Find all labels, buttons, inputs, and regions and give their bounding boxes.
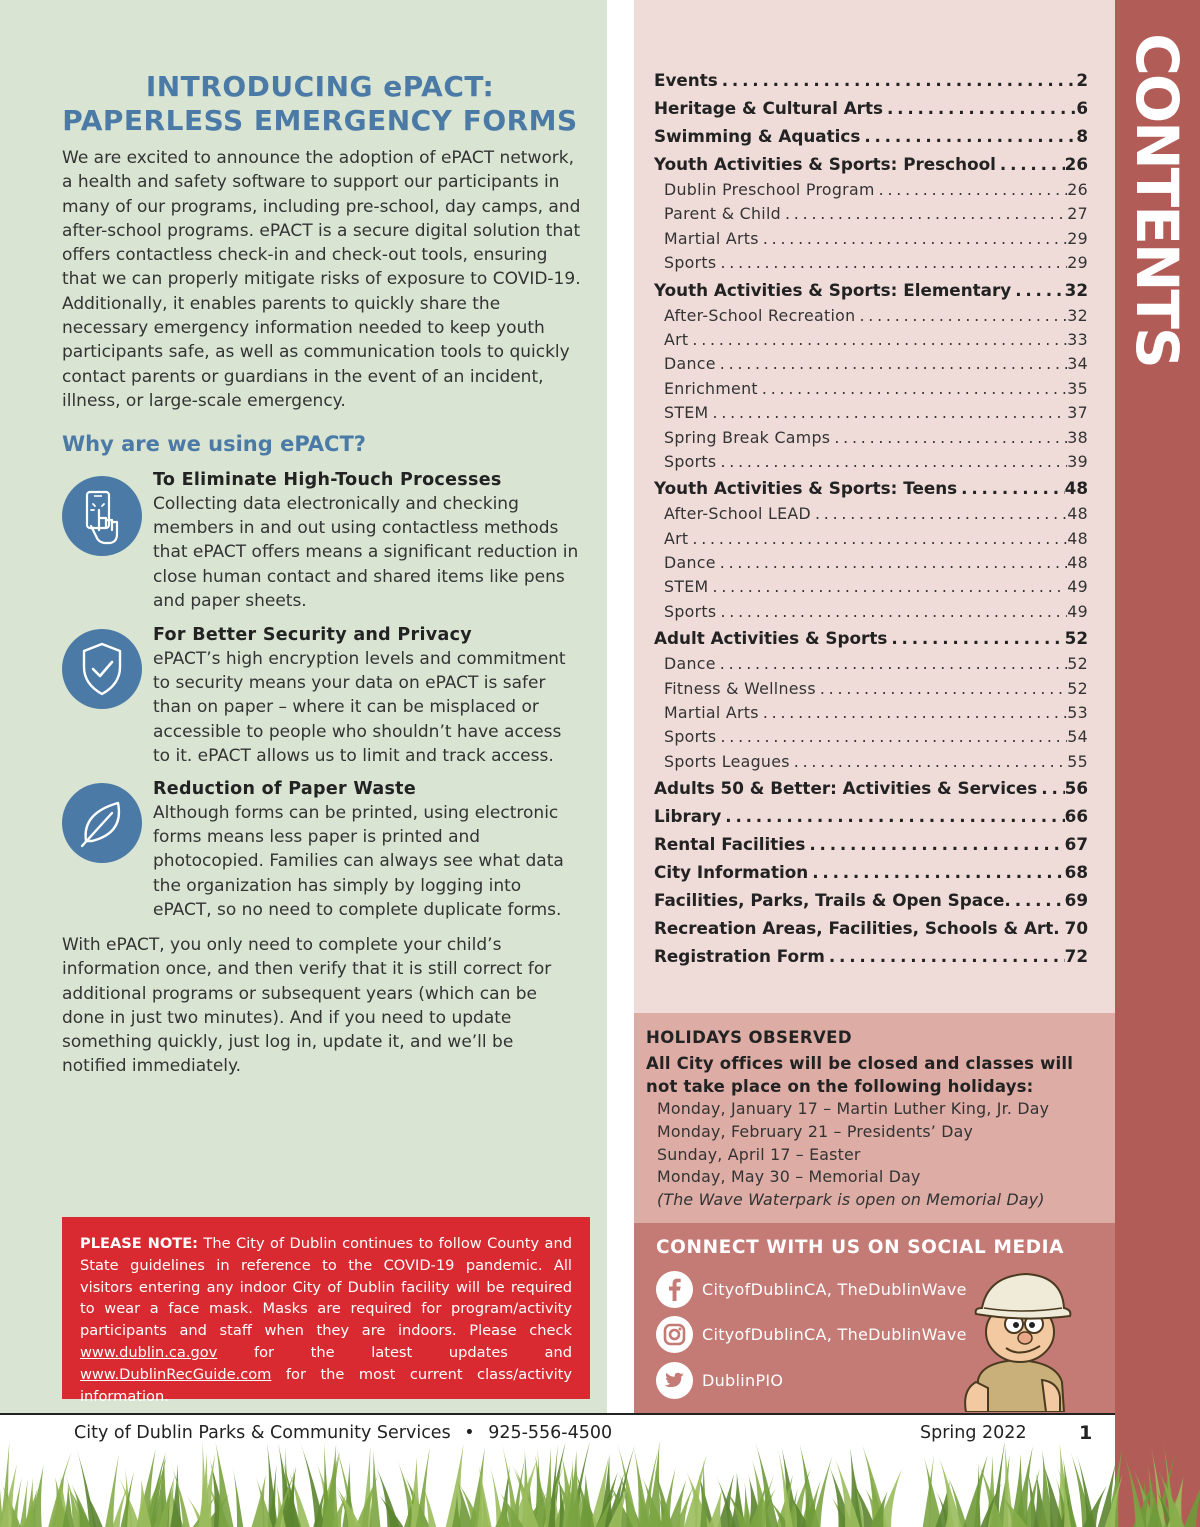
toc-leader-dots [716,352,1068,376]
toc-page-number: 48 [1067,528,1088,548]
toc-leader-dots [790,750,1068,774]
toc-label: Events [654,70,718,90]
toc-page-number: 56 [1064,778,1088,799]
toc-leader-dots [811,502,1067,526]
holidays-list [646,1098,1103,1212]
column-gap [607,0,634,1413]
toc-leader-dots [716,450,1067,474]
toc-label: Spring Break Camps [664,427,831,447]
toc-label: Library [654,806,722,827]
toc-page-number: 55 [1067,751,1088,771]
toc-leader-dots [855,304,1067,328]
toc-leader-dots [716,551,1068,575]
toc-leader-dots [887,624,1064,652]
toc-subsection[interactable] [654,251,1088,275]
note-text: for the latest updates and [217,1343,572,1361]
toc-page-number: 29 [1067,253,1088,273]
toc-label: STEM [664,403,709,423]
dublin-website-link[interactable]: www.dublin.ca.gov [80,1343,218,1361]
toc-page-number: 26 [1064,154,1088,174]
toc-label: Sports [664,727,717,747]
explorer-mascot-illustration [948,1262,1088,1412]
toc-label: Fitness & Wellness [664,678,816,698]
toc-page-number: 67 [1064,834,1088,855]
table-of-contents [654,66,1088,970]
toc-subsection[interactable] [654,502,1088,526]
toc-leader-dots [830,426,1067,450]
toc-subsection[interactable] [654,202,1088,226]
toc-label: Sports [664,253,717,273]
holiday-item: Monday, January 17 – Martin Luther King, Jr. Day [657,1099,1050,1118]
toc-section[interactable] [654,802,1088,830]
toc-page-number: 53 [1067,703,1088,723]
toc-page-number: 72 [1064,946,1088,967]
holiday-item: Sunday, April 17 – Easter [657,1144,861,1164]
toc-section[interactable] [654,624,1088,652]
toc-page-number: 29 [1067,228,1088,248]
social-row-facebook[interactable] [656,1271,967,1308]
toc-page-number: 48 [1064,478,1088,499]
feature-text: Collecting data electronically and checking members in and out using contactless methods that ePACT offers means a significant reduction in close human contact and shared items like pens and paper sheets. [153,494,579,611]
contents-sidebar-title [1115,0,1200,367]
toc-leader-dots [808,858,1064,886]
toc-label: Facilities, Parks, Trails & Open Space. [654,890,1011,911]
note-text: The City of Dublin continues to follow County and State guidelines in reference to the COVID-19 pandemic. All visitors entering any indoor City of Dublin facility will be required to wear a face mask. Masks are required for program/activity participants and staff when they are indoors. Please check [80,1235,572,1340]
toc-page-number: 27 [1067,204,1088,224]
social-heading: CONNECT WITH US ON SOCIAL MEDIA [656,1237,1065,1258]
sidebar-title-text: CONTENTS [1123,33,1191,367]
toc-label: Martial Arts [664,228,759,248]
grass-decoration [0,1440,1200,1527]
toc-leader-dots [1037,774,1064,802]
toc-page-number: 39 [1067,451,1088,471]
facebook-icon [656,1271,693,1308]
toc-subsection[interactable] [654,575,1088,599]
holiday-note: (The Wave Waterpark is open on Memorial Day) [657,1190,1045,1210]
toc-page-number: 32 [1067,305,1088,325]
intro-title-line1: INTRODUCING ePACT: [145,70,495,103]
toc-section[interactable] [654,94,1088,122]
toc-leader-dots [805,830,1064,858]
toc-label: Art [664,528,689,548]
touch-phone-icon [62,476,142,556]
please-note-box [62,1217,590,1405]
toc-page-number: 26 [1067,180,1088,199]
toc-leader-dots [721,802,1064,830]
toc-subsection[interactable] [654,677,1088,701]
intro-outro: With ePACT, you only need to complete your child’s information once, and then verify that it is still correct for additional programs or subsequent years (which can be done in just two minutes). And if you need to update something quickly, just log in, update it, and we’ll be notified immediately. [62,935,552,1077]
toc-leader-dots [1011,276,1064,304]
toc-page-number: 48 [1067,504,1088,524]
toc-label: Parent & Child [664,204,781,224]
toc-subsection[interactable] [654,352,1088,376]
toc-page-number: 70 [1064,918,1088,939]
toc-subsection[interactable] [654,401,1088,425]
toc-label: STEM [664,577,709,597]
toc-leader-dots [718,66,1077,94]
holiday-item: Monday, May 30 – Memorial Day [657,1167,921,1187]
feature-title: Reduction of Paper Waste [153,779,416,799]
toc-label: Dance [664,654,716,674]
note-text: for the most current class/activity information. [80,1365,572,1405]
toc-label: Rental Facilities [654,834,806,855]
toc-leader-dots [759,701,1067,725]
toc-subsection[interactable] [654,304,1088,328]
toc-leader-dots [716,725,1067,749]
toc-page-number: 2 [1076,70,1088,90]
toc-page-number: 69 [1064,890,1088,911]
holidays-box [634,1013,1115,1223]
toc-page-number: 8 [1076,126,1088,146]
instagram-handle: CityofDublinCA, TheDublinWave [702,1325,967,1344]
twitter-handle: DublinPIO [702,1371,784,1390]
toc-page-number: 49 [1067,577,1088,597]
toc-label: Art [664,329,689,349]
toc-page-number: 35 [1067,378,1088,398]
toc-label: After-School Recreation [664,305,856,325]
toc-page-number: 34 [1067,354,1088,374]
feature-text: Although forms can be printed, using electronic forms means less paper is printed and photocopied. Families can always see what data the organization has simply by logging into ePACT, so no need to complete duplicate forms. [153,803,564,920]
toc-page-number: 6 [1076,98,1088,118]
holidays-heading: HOLIDAYS OBSERVED [646,1028,852,1047]
feature-title: To Eliminate High-Touch Processes [153,470,502,490]
footer-divider [0,1413,1115,1415]
feature-text: ePACT’s high encryption levels and commitment to security means your data on ePACT is safer than on paper – where it can be misplaced or accessible to people who shouldn’t have access to it. ePACT allows us to limit and track access. [153,649,566,766]
toc-subsection[interactable] [654,328,1088,352]
toc-leader-dots [1011,886,1065,914]
page-number: 1 [1079,1422,1093,1444]
toc-label: Recreation Areas, Facilities, Schools & Art. [654,918,1060,939]
shield-check-icon [62,629,142,709]
toc-leader-dots [860,122,1076,150]
toc-subsection[interactable] [654,227,1088,251]
toc-subsection[interactable] [654,652,1088,676]
toc-label: Youth Activities & Sports: Teens [654,478,958,499]
holiday-item: Monday, February 21 – Presidents’ Day [657,1121,974,1141]
intro-body: We are excited to announce the adoption of ePACT network, a health and safety software to support our participants in many of our programs, including pre-school, day camps, and after-school programs. ePACT is a secure digital solution that offers contactless check-in and check-out tools, ensuring that we can properly mitigate risks of exposure to COVID-19. Additionally, it enables parents to quickly share the necessary emergency information needed to keep youth participants safe, as well as communication tools to quickly contact parents or guardians in the event of an incident, illness, or large-scale emergency. [62,148,581,411]
intro-title-line2: PAPERLESS EMERGENCY FORMS [62,104,578,137]
toc-subsection[interactable] [654,377,1088,401]
social-row-instagram[interactable] [656,1316,967,1353]
why-heading: Why are we using ePACT? [62,432,366,456]
recguide-website-link[interactable]: www.DublinRecGuide.com [80,1365,272,1383]
footer-org: City of Dublin Parks & Community Services [74,1423,451,1443]
toc-page-number: 37 [1067,403,1088,423]
instagram-icon [656,1316,693,1353]
toc-page-number: 68 [1064,862,1088,883]
toc-section[interactable] [654,276,1088,304]
toc-subsection[interactable] [654,450,1088,474]
toc-label: Sports [664,451,717,471]
toc-leader-dots [883,94,1076,122]
toc-section[interactable] [654,858,1088,886]
footer-bullet: • [464,1423,475,1443]
toc-section[interactable] [654,774,1088,802]
social-row-twitter[interactable] [656,1362,783,1399]
toc-leader-dots [709,401,1068,425]
toc-section[interactable] [654,830,1088,858]
toc-label: Swimming & Aquatics [654,126,861,146]
holidays-subheading: All City offices will be closed and classes will not take place on the following holidays: [646,1054,1074,1096]
toc-page-number: 32 [1064,279,1088,300]
toc-label: Adults 50 & Better: Activities & Services [654,778,1038,799]
feature-title: For Better Security and Privacy [153,625,472,645]
toc-section[interactable] [654,886,1088,914]
toc-label: Enrichment [664,378,758,398]
toc-page-number: 52 [1067,654,1088,674]
toc-leader-dots [781,202,1067,226]
twitter-icon [656,1362,693,1399]
toc-subsection[interactable] [654,527,1088,551]
toc-subsection[interactable] [654,600,1088,624]
toc-section[interactable] [654,942,1088,970]
toc-page-number: 49 [1067,601,1088,621]
toc-label: Dublin Preschool Program [664,180,875,199]
toc-leader-dots [957,474,1064,502]
facebook-handle: CityofDublinCA, TheDublinWave [702,1280,967,1299]
toc-leader-dots [688,328,1067,352]
note-label: PLEASE NOTE: [80,1235,198,1252]
toc-leader-dots [825,942,1065,970]
toc-page-number: 38 [1067,427,1088,447]
toc-leader-dots [709,575,1068,599]
toc-leader-dots [716,600,1067,624]
toc-page-number: 33 [1067,329,1088,349]
toc-subsection[interactable] [654,750,1088,774]
leaf-icon [62,783,142,863]
toc-label: Youth Activities & Sports: Preschool [654,154,996,174]
toc-label: Adult Activities & Sports [654,628,888,649]
toc-section[interactable] [654,150,1088,178]
toc-leader-dots [996,150,1065,178]
toc-subsection[interactable] [654,725,1088,749]
toc-leader-dots [816,677,1067,701]
toc-label: Dance [664,354,716,374]
toc-leader-dots [688,527,1067,551]
toc-page-number: 66 [1064,806,1088,827]
toc-label: After-School LEAD [664,504,811,524]
intro-title [30,70,610,138]
toc-label: Dance [664,553,716,573]
toc-subsection[interactable] [654,178,1088,202]
toc-leader-dots [716,251,1067,275]
toc-leader-dots [758,377,1067,401]
toc-subsection[interactable] [654,426,1088,450]
toc-leader-dots [759,227,1067,251]
toc-section[interactable] [654,122,1088,150]
footer-season: Spring 2022 [920,1423,1027,1443]
toc-leader-dots [875,178,1068,202]
toc-label: Sports [664,601,717,621]
footer-phone: 925-556-4500 [488,1423,613,1443]
toc-section[interactable] [654,914,1088,942]
toc-label: City Information [654,862,809,883]
toc-page-number: 52 [1064,628,1088,649]
toc-page-number: 48 [1067,553,1088,573]
toc-section[interactable] [654,66,1088,94]
toc-section[interactable] [654,474,1088,502]
toc-label: Registration Form [654,946,825,967]
toc-subsection[interactable] [654,701,1088,725]
toc-leader-dots [716,652,1068,676]
toc-label: Youth Activities & Sports: Elementary [654,279,1012,300]
toc-page-number: 54 [1067,727,1088,747]
toc-label: Martial Arts [664,703,759,723]
toc-subsection[interactable] [654,551,1088,575]
toc-label: Heritage & Cultural Arts [654,98,883,118]
toc-label: Sports Leagues [664,751,790,771]
toc-page-number: 52 [1067,678,1088,698]
